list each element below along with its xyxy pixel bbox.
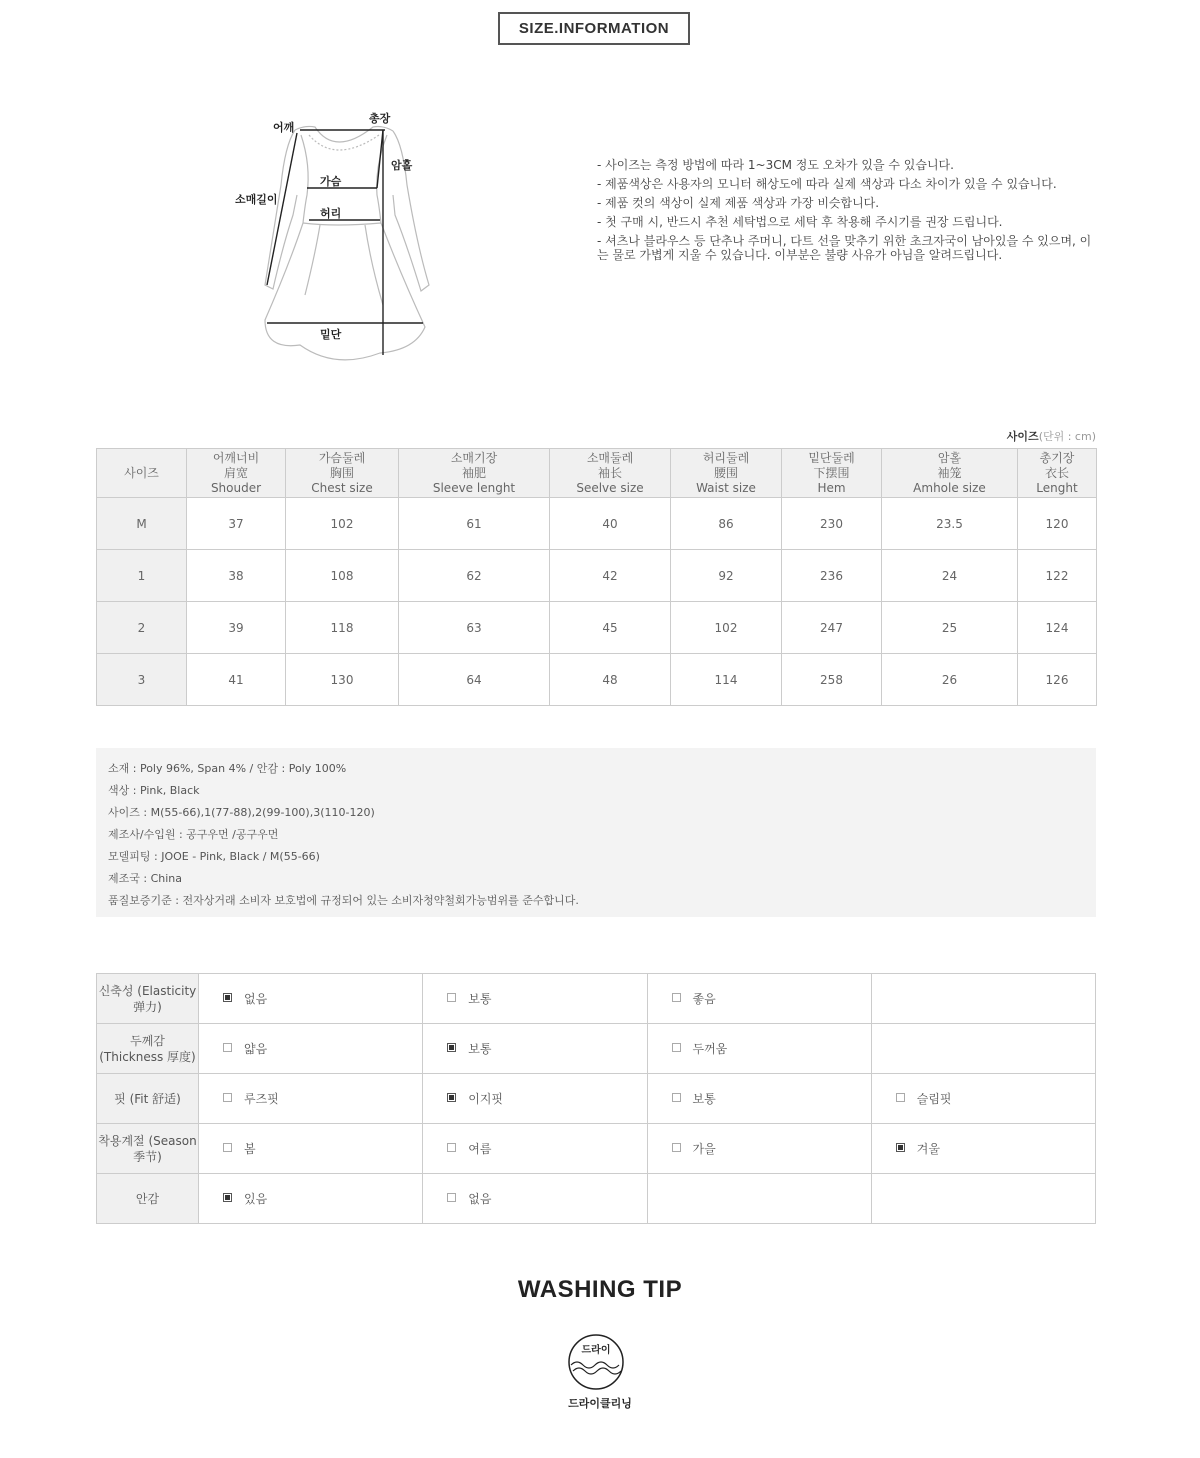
table-cell: 41 bbox=[187, 654, 286, 706]
attribute-label: 안감 bbox=[97, 1174, 199, 1224]
header-waist bbox=[671, 449, 782, 498]
unchecked-checkbox-icon bbox=[672, 1093, 681, 1102]
table-cell: 61 bbox=[399, 498, 550, 550]
attribute-option bbox=[871, 1074, 1095, 1124]
table-cell: 118 bbox=[286, 602, 399, 654]
attribute-option bbox=[199, 1024, 423, 1074]
attribute-option bbox=[423, 1174, 647, 1224]
size-information-title: SIZE.INFORMATION bbox=[498, 12, 690, 45]
table-cell: 38 bbox=[187, 550, 286, 602]
attribute-option-label: 있음 bbox=[244, 1192, 268, 1206]
size-cell: M bbox=[97, 498, 187, 550]
header-en: Sleeve lenght bbox=[432, 480, 516, 495]
header-en: Waist size bbox=[696, 480, 756, 495]
attribute-option bbox=[647, 974, 871, 1024]
header-zh: 肩宽 bbox=[223, 465, 248, 480]
attribute-label: 신축성 (Elasticity 弹力) bbox=[97, 974, 199, 1024]
header-en: Hem bbox=[817, 480, 846, 495]
header-en: Lenght bbox=[1036, 480, 1078, 495]
info-model-fitting: 모델피팅 : JOOE - Pink, Black / M(55-66) bbox=[108, 850, 320, 863]
table-cell: 124 bbox=[1018, 602, 1097, 654]
attribute-option bbox=[423, 1024, 647, 1074]
sleeve-label: 소매길이 bbox=[235, 193, 278, 206]
checked-checkbox-icon bbox=[896, 1143, 905, 1152]
attribute-option-label: 두꺼움 bbox=[692, 1042, 728, 1056]
attribute-option bbox=[423, 1074, 647, 1124]
table-cell: 247 bbox=[782, 602, 882, 654]
table-cell: 92 bbox=[671, 550, 782, 602]
table-row bbox=[97, 654, 1097, 706]
header-ko: 밑단둘레 bbox=[808, 450, 855, 465]
attribute-option-label: 없음 bbox=[468, 1192, 492, 1206]
size-cell: 3 bbox=[97, 654, 187, 706]
checked-checkbox-icon bbox=[447, 1093, 456, 1102]
table-cell: 25 bbox=[882, 602, 1018, 654]
header-en: Seelve size bbox=[576, 480, 644, 495]
attribute-option-label: 봄 bbox=[244, 1142, 256, 1156]
info-material: 소재 : Poly 96%, Span 4% / 안감 : Poly 100% bbox=[108, 762, 347, 775]
table-row bbox=[97, 550, 1097, 602]
table-cell: 122 bbox=[1018, 550, 1097, 602]
header-en: Amhole size bbox=[913, 480, 986, 495]
size-notes bbox=[597, 158, 1097, 267]
attribute-option bbox=[871, 1124, 1095, 1174]
table-cell: 23.5 bbox=[882, 498, 1018, 550]
size-cell: 1 bbox=[97, 550, 187, 602]
dry-clean-caption: 드라이클리닝 bbox=[568, 1397, 632, 1410]
waist-label: 허리 bbox=[320, 207, 342, 220]
header-zh: 袖笼 bbox=[937, 465, 962, 480]
attribute-row bbox=[97, 1074, 1096, 1124]
attribute-option bbox=[199, 1174, 423, 1224]
header-length bbox=[1018, 449, 1097, 498]
table-cell: 86 bbox=[671, 498, 782, 550]
checked-checkbox-icon bbox=[223, 1193, 232, 1202]
attribute-option bbox=[423, 974, 647, 1024]
size-table bbox=[96, 448, 1097, 706]
header-sleeve-size bbox=[550, 449, 671, 498]
size-table-header-row bbox=[97, 449, 1097, 498]
product-info-box bbox=[96, 748, 1096, 917]
header-ko: 허리둘레 bbox=[702, 450, 750, 465]
attribute-option-label: 여름 bbox=[468, 1142, 492, 1156]
table-cell: 39 bbox=[187, 602, 286, 654]
attribute-option bbox=[423, 1124, 647, 1174]
table-cell: 63 bbox=[399, 602, 550, 654]
dry-clean-icon-text: 드라이 bbox=[581, 1345, 611, 1356]
chest-label: 가슴 bbox=[320, 175, 342, 188]
attribute-row bbox=[97, 1024, 1096, 1074]
empty-cell bbox=[647, 1174, 871, 1224]
note-item: - 첫 구매 시, 반드시 추천 세탁법으로 세탁 후 착용해 주시기를 권장 드립니다. bbox=[597, 215, 1003, 229]
header-ko: 어깨너비 bbox=[212, 450, 260, 465]
length-label: 총장 bbox=[369, 112, 391, 125]
unit-label bbox=[1007, 428, 1096, 444]
unchecked-checkbox-icon bbox=[672, 993, 681, 1002]
info-size: 사이즈 : M(55-66),1(77-88),2(99-100),3(110-120) bbox=[108, 806, 375, 819]
unit-label-value: (단위 : cm) bbox=[1038, 430, 1096, 443]
unchecked-checkbox-icon bbox=[447, 1193, 456, 1202]
note-item: - 제품색상은 사용자의 모니터 해상도에 따라 실제 색상과 다소 차이가 있을 수 있습니다. bbox=[597, 177, 1057, 191]
header-chest bbox=[286, 449, 399, 498]
hem-label: 밑단 bbox=[320, 328, 342, 341]
header-ko: 소매기장 bbox=[450, 450, 498, 465]
attribute-option-label: 얇음 bbox=[244, 1042, 268, 1056]
table-cell: 120 bbox=[1018, 498, 1097, 550]
info-manufacturer: 제조사/수입원 : 공구우먼 /공구우먼 bbox=[108, 828, 279, 841]
header-zh: 衣长 bbox=[1044, 465, 1069, 480]
attribute-option-label: 가을 bbox=[692, 1142, 716, 1156]
product-attributes-table bbox=[96, 973, 1096, 1224]
info-color: 색상 : Pink, Black bbox=[108, 784, 200, 797]
header-zh: 下摆围 bbox=[813, 465, 850, 480]
attribute-label: 두께감 (Thickness 厚度) bbox=[97, 1024, 199, 1074]
dry-clean-icon bbox=[567, 1333, 625, 1391]
attribute-option bbox=[647, 1124, 871, 1174]
header-ko: 총기장 bbox=[1039, 450, 1075, 465]
table-cell: 26 bbox=[882, 654, 1018, 706]
unchecked-checkbox-icon bbox=[672, 1043, 681, 1052]
attribute-row bbox=[97, 1124, 1096, 1174]
table-cell: 40 bbox=[550, 498, 671, 550]
info-country: 제조국 : China bbox=[108, 872, 182, 885]
shoulder-label: 어깨 bbox=[273, 121, 295, 134]
empty-cell bbox=[871, 974, 1095, 1024]
dress-measurement-diagram bbox=[225, 105, 445, 375]
unchecked-checkbox-icon bbox=[447, 993, 456, 1002]
table-cell: 42 bbox=[550, 550, 671, 602]
header-ko: 암홀 bbox=[937, 450, 962, 465]
attribute-option bbox=[199, 974, 423, 1024]
note-item: - 셔츠나 블라우스 등 단추나 주머니, 다트 선을 맞추기 위한 초크자국이 남아있을 수 있으며, 이는 물로 가볍게 지울 수 있습니다. 이부분은 불량 사유가 아님을 알려드립니다. bbox=[597, 234, 1092, 262]
table-cell: 236 bbox=[782, 550, 882, 602]
note-item: - 사이즈는 측정 방법에 따라 1~3CM 정도 오차가 있을 수 있습니다. bbox=[597, 158, 954, 172]
attribute-option-label: 슬림핏 bbox=[916, 1092, 952, 1106]
unchecked-checkbox-icon bbox=[223, 1093, 232, 1102]
unchecked-checkbox-icon bbox=[447, 1143, 456, 1152]
washing-tip-title: WASHING TIP bbox=[517, 1276, 683, 1303]
table-cell: 102 bbox=[671, 602, 782, 654]
table-cell: 102 bbox=[286, 498, 399, 550]
attribute-label: 착용계절 (Season 季节) bbox=[97, 1124, 199, 1174]
checked-checkbox-icon bbox=[223, 993, 232, 1002]
table-cell: 24 bbox=[882, 550, 1018, 602]
attribute-row bbox=[97, 974, 1096, 1024]
header-en: Chest size bbox=[311, 480, 373, 495]
attribute-option-label: 보통 bbox=[692, 1092, 716, 1106]
table-cell: 64 bbox=[399, 654, 550, 706]
table-row bbox=[97, 602, 1097, 654]
table-cell: 258 bbox=[782, 654, 882, 706]
unit-label-title: 사이즈 bbox=[1006, 430, 1039, 443]
table-cell: 230 bbox=[782, 498, 882, 550]
info-quality-standard: 품질보증기준 : 전자상거래 소비자 보호법에 규정되어 있는 소비자청약철회가능범위를 준수합니다. bbox=[108, 894, 579, 907]
table-row bbox=[97, 498, 1097, 550]
table-cell: 108 bbox=[286, 550, 399, 602]
table-cell: 130 bbox=[286, 654, 399, 706]
table-cell: 48 bbox=[550, 654, 671, 706]
attribute-option-label: 좋음 bbox=[692, 992, 716, 1006]
empty-cell bbox=[871, 1024, 1095, 1074]
unchecked-checkbox-icon bbox=[223, 1143, 232, 1152]
attribute-option-label: 이지핏 bbox=[468, 1092, 504, 1106]
attribute-option-label: 겨울 bbox=[916, 1142, 940, 1156]
header-zh: 腰围 bbox=[713, 465, 738, 480]
checked-checkbox-icon bbox=[447, 1043, 456, 1052]
attribute-label: 핏 (Fit 舒适) bbox=[97, 1074, 199, 1124]
header-size bbox=[97, 449, 187, 498]
attribute-option-label: 보통 bbox=[468, 992, 492, 1006]
table-cell: 62 bbox=[399, 550, 550, 602]
header-armhole bbox=[882, 449, 1018, 498]
note-item: - 제품 컷의 색상이 실제 제품 색상과 가장 비슷합니다. bbox=[597, 196, 880, 210]
size-cell: 2 bbox=[97, 602, 187, 654]
table-cell: 114 bbox=[671, 654, 782, 706]
header-zh: 袖长 bbox=[597, 465, 622, 480]
attribute-option-label: 루즈핏 bbox=[244, 1092, 279, 1106]
header-zh: 胸围 bbox=[329, 465, 354, 480]
empty-cell bbox=[871, 1174, 1095, 1224]
unchecked-checkbox-icon bbox=[223, 1043, 232, 1052]
header-hem bbox=[782, 449, 882, 498]
attribute-option bbox=[199, 1074, 423, 1124]
table-cell: 37 bbox=[187, 498, 286, 550]
header-en: Shouder bbox=[210, 480, 262, 495]
header-ko: 가슴둘레 bbox=[318, 450, 366, 465]
unchecked-checkbox-icon bbox=[672, 1143, 681, 1152]
attribute-option bbox=[647, 1074, 871, 1124]
attribute-option-label: 보통 bbox=[468, 1042, 492, 1056]
attribute-option bbox=[199, 1124, 423, 1174]
header-shoulder bbox=[187, 449, 286, 498]
armhole-label: 암홀 bbox=[391, 159, 413, 172]
attribute-option bbox=[647, 1024, 871, 1074]
header-sleeve-length bbox=[399, 449, 550, 498]
attribute-option-label: 없음 bbox=[244, 992, 268, 1006]
table-cell: 126 bbox=[1018, 654, 1097, 706]
header-ko: 소매둘레 bbox=[586, 450, 634, 465]
table-cell: 45 bbox=[550, 602, 671, 654]
attribute-row bbox=[97, 1174, 1096, 1224]
header-ko: 사이즈 bbox=[124, 465, 159, 480]
header-zh: 袖肥 bbox=[461, 465, 486, 480]
unchecked-checkbox-icon bbox=[896, 1093, 905, 1102]
